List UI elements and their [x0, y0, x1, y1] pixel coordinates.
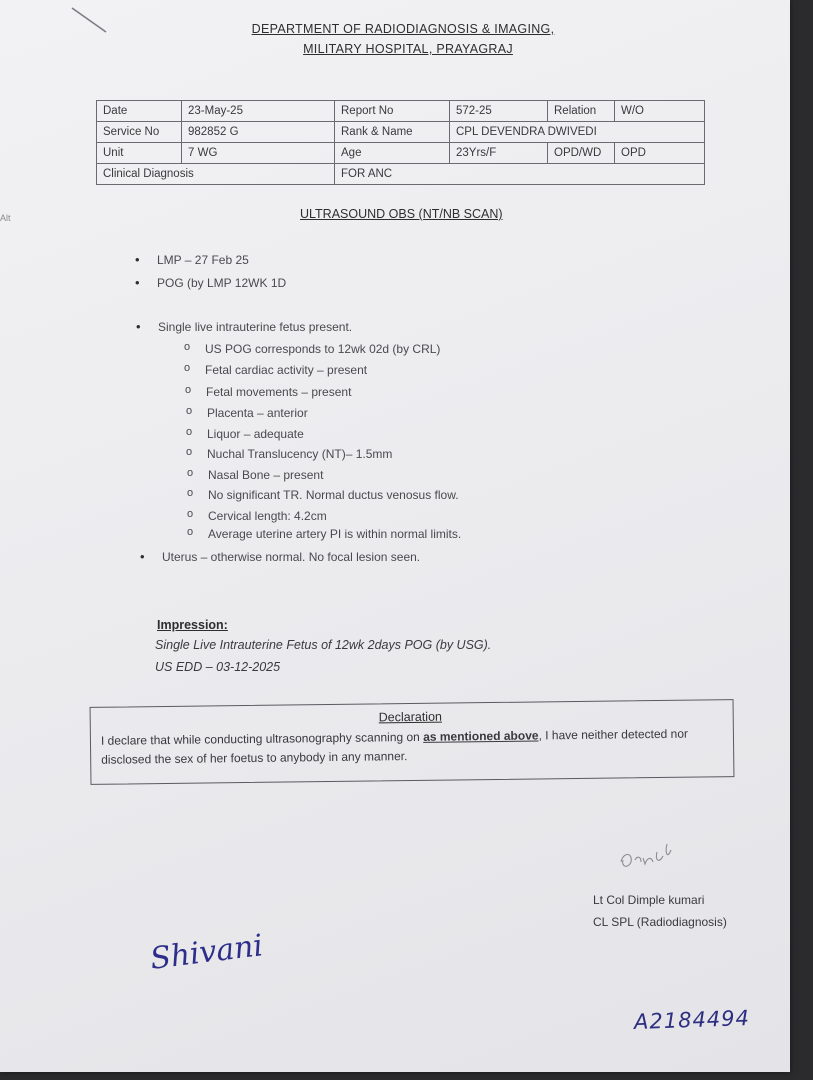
table-row — [97, 143, 705, 164]
pog-lmp-item: • POG (by LMP 12WK 1D — [157, 276, 286, 290]
report-no-label: Report No — [335, 101, 450, 122]
patient-info-table — [96, 100, 705, 185]
table-row — [97, 101, 705, 122]
opd-value: OPD — [615, 143, 705, 164]
declaration-emphasis: as mentioned above — [423, 728, 539, 744]
list-item: o Nuchal Translucency (NT)– 1.5mm — [207, 447, 392, 461]
edd-text: US EDD – 03-12-2025 — [155, 660, 281, 674]
declaration-text-start: I declare that while conducting ultrasonography scanning on — [100, 729, 424, 748]
age-label: Age — [335, 143, 450, 164]
declaration-text-end: , I have neither detected nor disclosed the sex of her foetus to anybody in any manner. — [101, 726, 689, 767]
opd-label: OPD/WD — [548, 143, 615, 164]
list-item: o No significant TR. Normal ductus venosus flow. — [208, 488, 459, 502]
date-value: 23-May-25 — [182, 101, 335, 122]
impression-label: Impression: — [157, 618, 228, 632]
date-label: Date — [97, 101, 182, 122]
list-item: o Cervical length: 4.2cm — [208, 509, 327, 523]
list-item: o Fetal cardiac activity – present — [205, 363, 367, 377]
signer-designation: CL SPL (Radiodiagnosis) — [593, 915, 727, 929]
list-item: o Average uterine artery PI is within normal limits. — [208, 527, 461, 541]
impression-text: Single Live Intrauterine Fetus of 12wk 2days POG (by USG). — [155, 638, 492, 652]
signer-name: Lt Col Dimple kumari — [593, 893, 705, 907]
patient-signature: Shivani — [148, 928, 265, 977]
age-value: 23Yrs/F — [450, 143, 548, 164]
relation-label: Relation — [548, 101, 615, 122]
hospital-heading: MILITARY HOSPITAL, PRAYAGRAJ — [303, 42, 513, 56]
rank-name-value: CPL DEVENDRA DWIVEDI — [450, 122, 705, 143]
service-no-label: Service No — [97, 122, 182, 143]
relation-value: W/O — [615, 101, 705, 122]
declaration-text — [101, 724, 725, 770]
report-title: ULTRASOUND OBS (NT/NB SCAN) — [300, 207, 503, 221]
margin-text: Alt — [0, 213, 11, 223]
list-item: o Liquor – adequate — [207, 427, 304, 441]
report-no-value: 572-25 — [450, 101, 548, 122]
declaration-title: Declaration — [378, 709, 443, 725]
list-item: o Fetal movements – present — [206, 385, 351, 399]
unit-value: 7 WG — [182, 143, 335, 164]
table-row — [97, 122, 705, 143]
rank-name-label: Rank & Name — [335, 122, 450, 143]
uterus-item: • Uterus – otherwise normal. No focal lesion seen. — [162, 550, 420, 564]
list-item: o Placenta – anterior — [207, 406, 308, 420]
doctor-signature — [615, 838, 685, 878]
fetus-item: • Single live intrauterine fetus present. — [158, 320, 352, 334]
list-item: o Nasal Bone – present — [208, 468, 323, 482]
department-heading: DEPARTMENT OF RADIODIAGNOSIS & IMAGING, — [251, 22, 555, 36]
service-no-value: 982852 G — [182, 122, 335, 143]
clinical-diagnosis-label: Clinical Diagnosis — [97, 164, 335, 185]
handwritten-id: A2184494 — [633, 1005, 751, 1035]
clinical-diagnosis-value: FOR ANC — [335, 164, 705, 185]
table-row — [97, 164, 705, 185]
list-item: o US POG corresponds to 12wk 02d (by CRL) — [205, 342, 440, 356]
lmp-item: • LMP – 27 Feb 25 — [157, 253, 249, 267]
unit-label: Unit — [97, 143, 182, 164]
declaration-box — [90, 699, 735, 785]
